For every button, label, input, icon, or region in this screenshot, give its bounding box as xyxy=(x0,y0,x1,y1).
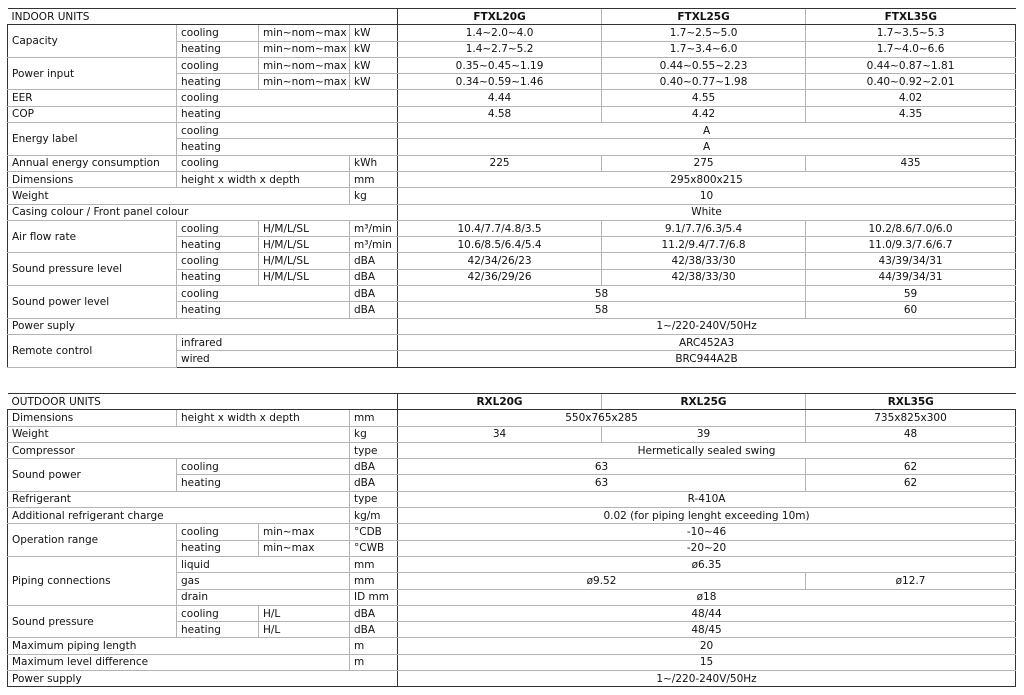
indoor-model-1: FTXL20G xyxy=(398,9,602,25)
mode-heating: heating xyxy=(177,41,259,57)
mode-cooling: cooling xyxy=(177,90,398,106)
value-cell: 0.40~0.92~2.01 xyxy=(806,74,1016,90)
table-row xyxy=(8,426,1016,442)
condition: min~max xyxy=(259,524,350,540)
unit: °CDB xyxy=(350,524,398,540)
value-cell: ARC452A3 xyxy=(398,334,1016,350)
unit: dBA xyxy=(350,269,398,285)
table-row xyxy=(8,508,1016,524)
table-row xyxy=(8,318,1016,334)
mode-cooling: cooling xyxy=(177,286,350,302)
param-sound-pressure: Sound pressure xyxy=(8,605,177,638)
value-cell: 4.55 xyxy=(602,90,806,106)
outdoor-model-1: RXL20G xyxy=(398,394,602,410)
unit: mm xyxy=(350,556,398,572)
value-cell: 42/38/33/30 xyxy=(602,253,806,269)
param-operation-range: Operation range xyxy=(8,524,177,557)
value-cell: 1~/220-240V/50Hz xyxy=(398,318,1016,334)
table-row xyxy=(8,671,1016,687)
table-row xyxy=(8,654,1016,670)
table-row xyxy=(8,410,1016,426)
value-cell: 48 xyxy=(806,426,1016,442)
piping-liquid: liquid xyxy=(177,556,350,572)
value-cell: 10.6/8.5/6.4/5.4 xyxy=(398,237,602,253)
mode-cooling: cooling xyxy=(177,524,259,540)
param-compressor: Compressor xyxy=(8,442,350,458)
value-cell: 4.58 xyxy=(398,106,602,122)
unit: mm xyxy=(350,410,398,426)
value-cell: White xyxy=(398,204,1016,220)
table-row xyxy=(8,334,1016,350)
unit: dBA xyxy=(350,475,398,491)
mode-cooling: cooling xyxy=(177,459,350,475)
mode-heating: heating xyxy=(177,74,259,90)
dimension-order: height x width x depth xyxy=(177,171,350,187)
unit: m xyxy=(350,638,398,654)
condition: min~max xyxy=(259,540,350,556)
table-row xyxy=(8,25,1016,41)
value-cell: 0.40~0.77~1.98 xyxy=(602,74,806,90)
piping-gas: gas xyxy=(177,573,350,589)
table-row xyxy=(8,220,1016,236)
unit: kW xyxy=(350,25,398,41)
param-dimensions: Dimensions xyxy=(8,171,177,187)
param-sound-power: Sound power xyxy=(8,459,177,492)
table-row xyxy=(8,491,1016,507)
param-annual-energy: Annual energy consumption xyxy=(8,155,177,171)
unit: ID mm xyxy=(350,589,398,605)
remote-wired: wired xyxy=(177,351,398,367)
unit: kg/m xyxy=(350,508,398,524)
value-cell: 9.1/7.7/6.3/5.4 xyxy=(602,220,806,236)
unit: dBA xyxy=(350,622,398,638)
unit: mm xyxy=(350,573,398,589)
value-cell: 63 xyxy=(398,459,806,475)
mode-heating: heating xyxy=(177,475,350,491)
mode-cooling: cooling xyxy=(177,220,259,236)
unit: m³/min xyxy=(350,220,398,236)
param-weight: Weight xyxy=(8,426,350,442)
value-cell: 435 xyxy=(806,155,1016,171)
value-cell: 225 xyxy=(398,155,602,171)
param-piping-connections: Piping connections xyxy=(8,556,177,605)
mode-heating: heating xyxy=(177,106,398,122)
indoor-units-table xyxy=(7,8,1016,368)
table-row xyxy=(8,286,1016,302)
mode-heating: heating xyxy=(177,269,259,285)
mode-cooling: cooling xyxy=(177,155,350,171)
param-additional-charge: Additional refrigerant charge xyxy=(8,508,350,524)
param-power-supply: Power suply xyxy=(8,318,398,334)
condition: H/M/L/SL xyxy=(259,220,350,236)
value-cell: 0.34~0.59~1.46 xyxy=(398,74,602,90)
outdoor-title: OUTDOOR UNITS xyxy=(8,394,398,410)
value-cell: 735x825x300 xyxy=(806,410,1016,426)
unit: kW xyxy=(350,74,398,90)
value-cell: 1.7~4.0~6.6 xyxy=(806,41,1016,57)
value-cell: 48/44 xyxy=(398,605,1016,621)
condition: H/M/L/SL xyxy=(259,237,350,253)
value-cell: 20 xyxy=(398,638,1016,654)
value-cell: 0.44~0.87~1.81 xyxy=(806,57,1016,73)
value-cell: 34 xyxy=(398,426,602,442)
param-refrigerant: Refrigerant xyxy=(8,491,350,507)
table-row xyxy=(8,204,1016,220)
unit: type xyxy=(350,491,398,507)
unit: dBA xyxy=(350,286,398,302)
table-row xyxy=(8,171,1016,187)
param-casing-colour: Casing colour / Front panel colour xyxy=(8,204,398,220)
unit: mm xyxy=(350,171,398,187)
condition: min~nom~max xyxy=(259,25,350,41)
unit: kWh xyxy=(350,155,398,171)
value-cell: 4.35 xyxy=(806,106,1016,122)
unit: dBA xyxy=(350,253,398,269)
table-row xyxy=(8,188,1016,204)
mode-heating: heating xyxy=(177,540,259,556)
value-cell: 1.4~2.7~5.2 xyxy=(398,41,602,57)
value-cell: 550x765x285 xyxy=(398,410,806,426)
value-cell: 295x800x215 xyxy=(398,171,1016,187)
condition: H/M/L/SL xyxy=(259,269,350,285)
unit: dBA xyxy=(350,459,398,475)
value-cell: ø12.7 xyxy=(806,573,1016,589)
param-cop: COP xyxy=(8,106,177,122)
param-power-supply: Power supply xyxy=(8,671,398,687)
mode-cooling: cooling xyxy=(177,253,259,269)
table-row xyxy=(8,524,1016,540)
outdoor-model-3: RXL35G xyxy=(806,394,1016,410)
table-row xyxy=(8,106,1016,122)
param-power-input: Power input xyxy=(8,57,177,90)
condition: min~nom~max xyxy=(259,41,350,57)
value-cell: 1.7~3.5~5.3 xyxy=(806,25,1016,41)
table-row xyxy=(8,459,1016,475)
unit: dBA xyxy=(350,605,398,621)
value-cell: 1.7~3.4~6.0 xyxy=(602,41,806,57)
value-cell: 4.42 xyxy=(602,106,806,122)
condition: min~nom~max xyxy=(259,74,350,90)
value-cell: 62 xyxy=(806,475,1016,491)
mode-heating: heating xyxy=(177,237,259,253)
value-cell: R-410A xyxy=(398,491,1016,507)
param-max-level-difference: Maximum level difference xyxy=(8,654,350,670)
piping-drain: drain xyxy=(177,589,350,605)
table-row xyxy=(8,90,1016,106)
value-cell: 48/45 xyxy=(398,622,1016,638)
outdoor-model-2: RXL25G xyxy=(602,394,806,410)
value-cell: -10~46 xyxy=(398,524,1016,540)
value-cell: 15 xyxy=(398,654,1016,670)
table-row xyxy=(8,155,1016,171)
value-cell: 0.35~0.45~1.19 xyxy=(398,57,602,73)
value-cell: A xyxy=(398,139,1016,155)
condition: H/L xyxy=(259,605,350,621)
condition: min~nom~max xyxy=(259,57,350,73)
value-cell: 44/39/34/31 xyxy=(806,269,1016,285)
value-cell: 10.2/8.6/7.0/6.0 xyxy=(806,220,1016,236)
value-cell: 11.0/9.3/7.6/6.7 xyxy=(806,237,1016,253)
mode-heating: heating xyxy=(177,622,259,638)
param-eer: EER xyxy=(8,90,177,106)
value-cell: ø9.52 xyxy=(398,573,806,589)
unit: kg xyxy=(350,426,398,442)
value-cell: 0.02 (for piping lenght exceeding 10m) xyxy=(398,508,1016,524)
value-cell: 11.2/9.4/7.7/6.8 xyxy=(602,237,806,253)
param-capacity: Capacity xyxy=(8,25,177,58)
unit: dBA xyxy=(350,302,398,318)
value-cell: ø6.35 xyxy=(398,556,1016,572)
value-cell: BRC944A2B xyxy=(398,351,1016,367)
condition: H/M/L/SL xyxy=(259,253,350,269)
value-cell: 39 xyxy=(602,426,806,442)
value-cell: Hermetically sealed swing xyxy=(398,442,1016,458)
table-row xyxy=(8,253,1016,269)
mode-cooling: cooling xyxy=(177,57,259,73)
unit: kg xyxy=(350,188,398,204)
value-cell: 1.7~2.5~5.0 xyxy=(602,25,806,41)
value-cell: 4.44 xyxy=(398,90,602,106)
indoor-model-3: FTXL35G xyxy=(806,9,1016,25)
table-row xyxy=(8,442,1016,458)
value-cell: 58 xyxy=(398,286,806,302)
value-cell: 60 xyxy=(806,302,1016,318)
value-cell: 42/36/29/26 xyxy=(398,269,602,285)
condition: H/L xyxy=(259,622,350,638)
param-sound-pressure-level: Sound pressure level xyxy=(8,253,177,286)
unit: m xyxy=(350,654,398,670)
param-energy-label: Energy label xyxy=(8,123,177,156)
value-cell: ø18 xyxy=(398,589,1016,605)
indoor-title: INDOOR UNITS xyxy=(8,9,398,25)
indoor-header-row xyxy=(8,9,1016,25)
value-cell: -20~20 xyxy=(398,540,1016,556)
table-row xyxy=(8,556,1016,572)
value-cell: 42/38/33/30 xyxy=(602,269,806,285)
value-cell: A xyxy=(398,123,1016,139)
param-dimensions: Dimensions xyxy=(8,410,177,426)
unit: m³/min xyxy=(350,237,398,253)
mode-cooling: cooling xyxy=(177,123,398,139)
unit: °CWB xyxy=(350,540,398,556)
unit: type xyxy=(350,442,398,458)
value-cell: 63 xyxy=(398,475,806,491)
param-max-piping-length: Maximum piping length xyxy=(8,638,350,654)
unit: kW xyxy=(350,41,398,57)
value-cell: 58 xyxy=(398,302,806,318)
param-sound-power-level: Sound power level xyxy=(8,286,177,319)
unit: kW xyxy=(350,57,398,73)
value-cell: 62 xyxy=(806,459,1016,475)
mode-cooling: cooling xyxy=(177,605,259,621)
param-remote-control: Remote control xyxy=(8,334,177,367)
mode-heating: heating xyxy=(177,139,398,155)
remote-infrared: infrared xyxy=(177,334,398,350)
value-cell: 0.44~0.55~2.23 xyxy=(602,57,806,73)
value-cell: 10 xyxy=(398,188,1016,204)
table-row xyxy=(8,57,1016,73)
table-row xyxy=(8,123,1016,139)
value-cell: 275 xyxy=(602,155,806,171)
value-cell: 1.4~2.0~4.0 xyxy=(398,25,602,41)
table-row xyxy=(8,638,1016,654)
outdoor-units-table xyxy=(7,393,1016,687)
param-weight: Weight xyxy=(8,188,350,204)
outdoor-header-row xyxy=(8,394,1016,410)
value-cell: 10.4/7.7/4.8/3.5 xyxy=(398,220,602,236)
value-cell: 59 xyxy=(806,286,1016,302)
mode-heating: heating xyxy=(177,302,350,318)
param-air-flow-rate: Air flow rate xyxy=(8,220,177,253)
value-cell: 43/39/34/31 xyxy=(806,253,1016,269)
mode-cooling: cooling xyxy=(177,25,259,41)
value-cell: 42/34/26/23 xyxy=(398,253,602,269)
dimension-order: height x width x depth xyxy=(177,410,350,426)
value-cell: 1~/220-240V/50Hz xyxy=(398,671,1016,687)
indoor-model-2: FTXL25G xyxy=(602,9,806,25)
table-row xyxy=(8,605,1016,621)
value-cell: 4.02 xyxy=(806,90,1016,106)
